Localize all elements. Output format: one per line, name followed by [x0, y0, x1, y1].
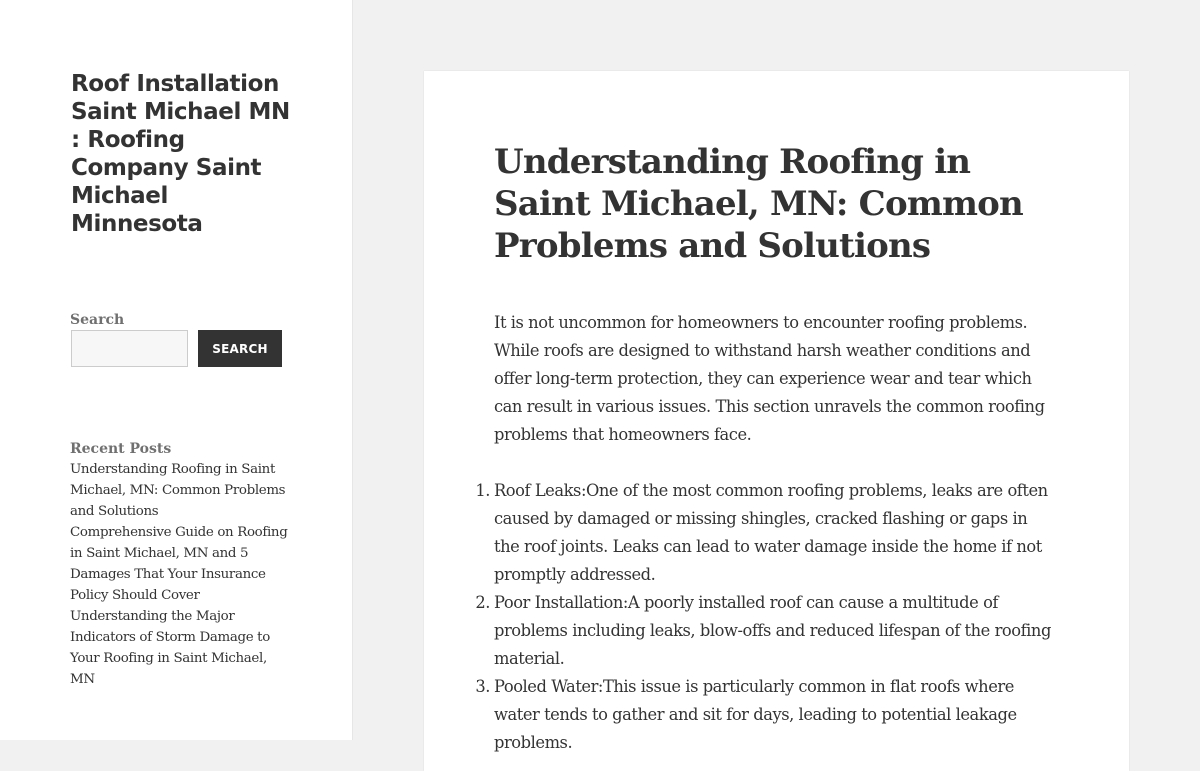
search-label: Search: [70, 312, 125, 328]
article-intro: It is not uncommon for homeowners to encounter roofing problems. While roofs are designed to withstand harsh weather conditions and offer long-term protection, they can experience wear and tear which can result in various issues. This section unravels the common roofing problems that homeowners face.: [494, 313, 1045, 444]
recent-post-link[interactable]: Comprehensive Guide on Roofing in Saint Michael, MN and 5 Damages That Your Insurance Policy Should Cover: [70, 525, 288, 603]
recent-post-link[interactable]: Understanding Roofing in Saint Michael, MN: Common Problems and Solutions: [70, 462, 286, 519]
problem-number: 3.: [475, 677, 490, 696]
recent-posts-list: [70, 459, 288, 690]
recent-post-link[interactable]: Understanding the Major Indicators of Storm Damage to Your Roofing in Saint Michael, MN: [70, 609, 270, 687]
problem-number: 1.: [475, 481, 490, 500]
recent-post-item: [70, 606, 288, 690]
recent-post-item: [70, 522, 288, 606]
problem-list: [475, 477, 1054, 757]
problem-item: [475, 673, 1054, 757]
problem-text: Poor Installation:A poorly installed roof can cause a multitude of problems including leaks, blow-offs and reduced lifespan of the roofing material.: [494, 593, 1051, 668]
recent-posts-heading: Recent Posts: [70, 441, 172, 457]
article-card: [424, 71, 1129, 771]
site-title-link[interactable]: Roof Installation Saint Michael MN : Roofing Company Saint Michael Minnesota: [71, 71, 290, 237]
sidebar: [0, 0, 353, 740]
problem-text: Pooled Water:This issue is particularly common in flat roofs where water tends to gather and sit for days, leading to potential leakage problems.: [494, 677, 1017, 752]
problem-item: [475, 477, 1054, 589]
search-button[interactable]: SEARCH: [198, 330, 282, 367]
article-title: Understanding Roofing in Saint Michael, MN: Common Problems and Solutions: [494, 142, 1023, 266]
recent-post-item: [70, 459, 288, 522]
problem-text: Roof Leaks:One of the most common roofing problems, leaks are often caused by damaged or missing shingles, cracked flashing or gaps in the roof joints. Leaks can lead to water damage inside the home if not promptly addressed.: [494, 481, 1048, 584]
problem-number: 2.: [475, 593, 490, 612]
problem-item: [475, 589, 1054, 673]
search-input[interactable]: [71, 330, 188, 367]
